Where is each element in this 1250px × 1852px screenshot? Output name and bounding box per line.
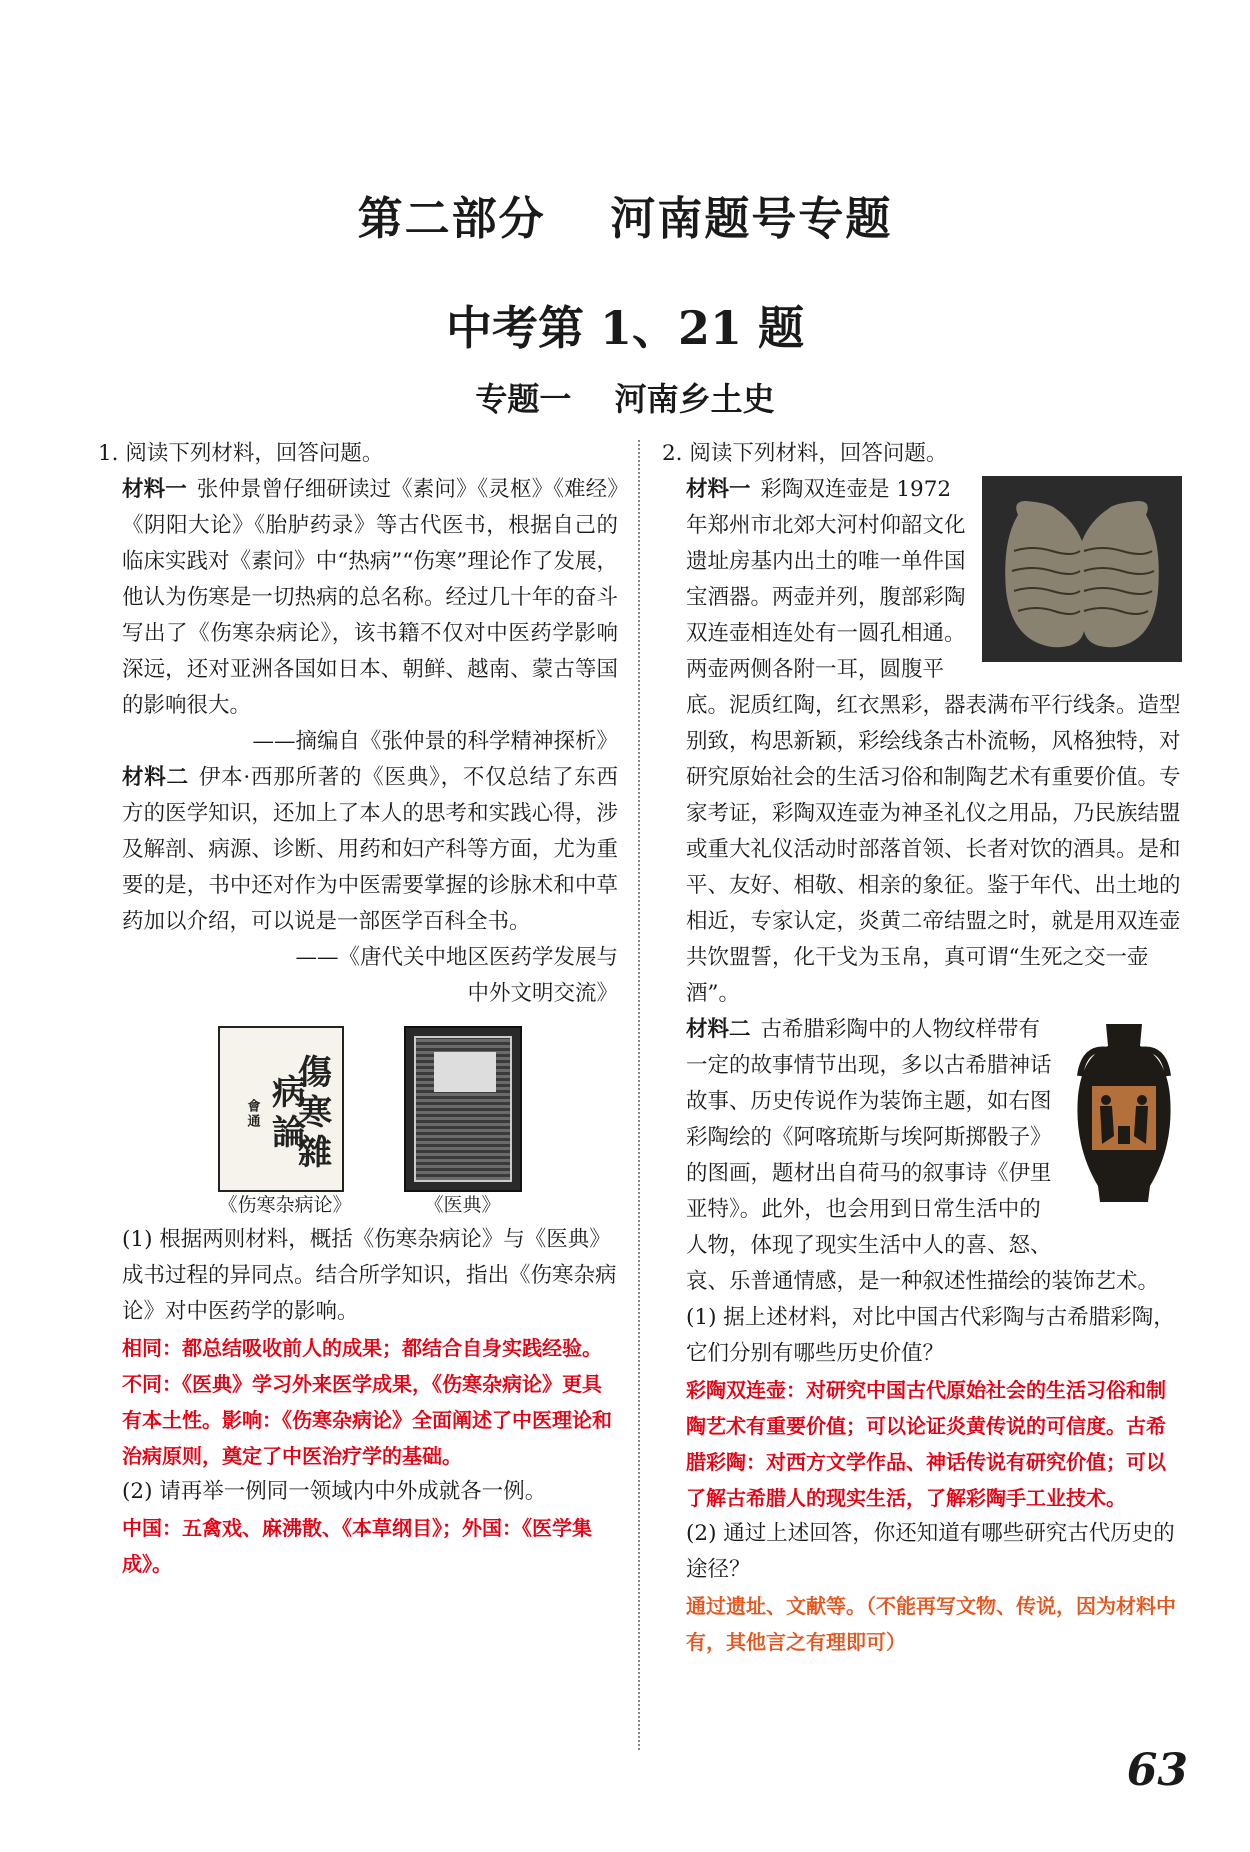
q1-m1-label: 材料一	[122, 477, 187, 502]
fig1-caption: 《伤寒杂病论》	[218, 1194, 352, 1216]
column-divider	[638, 440, 640, 1750]
q2-sub2-answer: 通过遗址、文献等。（不能再写文物、传说，因为材料中有，其他言之有理即可）	[686, 1594, 1176, 1654]
q1-material-1	[98, 472, 618, 724]
q1-m2-source-1: ——《唐代关中地区医药学发展与	[295, 945, 618, 970]
q2-material-1	[662, 472, 1182, 1012]
q1-stem: 1. 阅读下列材料，回答问题。	[98, 441, 384, 466]
q2-material-2	[662, 1012, 1182, 1300]
q1-m1-text: 张仲景曾仔细研读过《素问》《灵枢》《难经》《阴阳大论》《胎胪药录》等古代医书，根据自己的临床实践对《素问》中“热病”“伤寒”理论作了发展，他认为伤寒是一切热病的总名称。经过几十年的奋斗写出了《伤寒杂病论》，该书籍不仅对中医药学影响深远，还对亚洲各国如日本、朝鲜、越南、蒙古等国的影响很大。	[122, 477, 618, 718]
q1-sub2-answer: 中国：五禽戏、麻沸散、《本草纲目》；外国：《医学集成》。	[122, 1516, 592, 1576]
question-1	[98, 436, 618, 1582]
fig2-caption: 《医典》	[424, 1194, 501, 1216]
q1-m1-source: ——摘编自《张仲景的科学精神探析》	[252, 729, 618, 754]
fig1-title-big: 傷寒雜病論	[265, 1054, 332, 1174]
figure-shanghan	[218, 1026, 351, 1218]
book-cover-shanghan-icon	[218, 1026, 344, 1192]
q1-m2-text: 伊本·西那所著的《医典》，不仅总结了东西方的医学知识，还加上了本人的思考和实践心得，涉及解剖、病源、诊断、用药和妇产科等方面，尤为重要的是，书中还对作为中医需要掌握的诊脉术和中草药加以介绍，可以说是一部医学百科全书。	[122, 765, 618, 934]
q1-material-2	[98, 760, 618, 940]
q2-m1-label: 材料一	[686, 477, 751, 502]
exam-title: 中考第 1、21 题	[445, 301, 805, 355]
q2-sub1-question: (1) 据上述材料，对比中国古代彩陶与古希腊彩陶，它们分别有哪些历史价值？	[686, 1305, 1175, 1366]
part-title: 第二部分 河南题号专题	[357, 192, 893, 245]
q1-figures	[98, 1026, 618, 1218]
q2-m2-label: 材料二	[686, 1017, 751, 1042]
q2-m1-text: 彩陶双连壶是 1972 年郑州市北郊大河村仰韶文化遗址房基内出土的唯一单件国宝酒器。两壶并列，腹部彩陶双连壶相连处有一圆孔相通。两壶两侧各附一耳，圆腹平底。泥质红陶，红衣黑彩，器表满布平行线条。造型别致，构思新颖，彩绘线条古朴流畅，风格独特，对研究原始社会的生活习俗和制陶艺术有重要价值。专家考证，彩陶双连壶为神圣礼仪之用品，乃民族结盟或重大礼仪活动时部落首领、长者对饮的酒具。是和平、友好、相敬、相亲的象征。鉴于年代、出土地的相近，专家认定，炎黄二帝结盟之时，就是用双连壶共饮盟誓，化干戈为玉帛，真可谓“生死之交一壶酒”。	[686, 477, 1181, 1006]
double-vase-photo-icon	[982, 476, 1182, 662]
q2-sub2-question: (2) 通过上述回答，你还知道有哪些研究古代历史的途径？	[686, 1521, 1175, 1582]
q1-sub2-question: (2) 请再举一例同一领域内中外成就各一例。	[122, 1479, 547, 1504]
fig1-title-small: 會通	[244, 1099, 260, 1129]
q2-stem: 2. 阅读下列材料，回答问题。	[662, 441, 948, 466]
q1-m2-source-2: 中外文明交流》	[467, 981, 618, 1006]
greek-amphora-photo-icon	[1066, 1016, 1182, 1228]
q2-m2-text: 古希腊彩陶中的人物纹样带有一定的故事情节出现，多以古希腊神话故事、历史传说作为装饰主题，如右图彩陶绘的《阿喀琉斯与埃阿斯掷骰子》的图画，题材出自荷马的叙事诗《伊里亚特》。此外，也会用到日常生活中的人物，体现了现实生活中人的喜、怒、哀、乐普通情感，是一种叙述性描绘的装饰艺术。	[686, 1017, 1160, 1294]
book-cover-canon-icon	[404, 1026, 522, 1192]
figure-canon	[404, 1026, 522, 1218]
q1-sub1-answer: 相同：都总结吸收前人的成果；都结合自身实践经验。不同：《医典》学习外来医学成果，《伤寒杂病论》更具有本土性。影响：《伤寒杂病论》全面阐述了中医理论和治病原则，奠定了中医治疗学的基础。	[122, 1336, 612, 1468]
q2-sub1-answer: 彩陶双连壶：对研究中国古代原始社会的生活习俗和制陶艺术有重要价值；可以论证炎黄传说的可信度。古希腊彩陶：对西方文学作品、神话传说有研究价值；可以了解古希腊人的现实生活，了解彩陶手工业技术。	[686, 1378, 1166, 1510]
question-2	[662, 436, 1182, 1660]
q1-sub1-question: (1) 根据两则材料，概括《伤寒杂病论》与《医典》成书过程的异同点。结合所学知识，指出《伤寒杂病论》对中医药学的影响。	[122, 1227, 617, 1324]
page-number: 63	[1126, 1745, 1188, 1796]
topic-title: 专题一 河南乡土史	[475, 380, 775, 418]
q1-m2-label: 材料二	[122, 765, 189, 790]
